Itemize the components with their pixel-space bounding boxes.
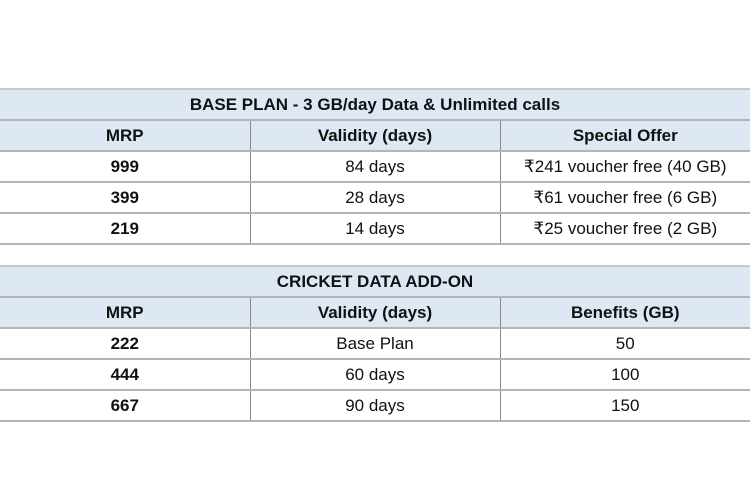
offer-cell: ₹61 voucher free (6 GB) <box>500 182 750 213</box>
table-row <box>0 359 750 390</box>
mrp-cell: 999 <box>0 151 250 182</box>
table-row <box>0 182 750 213</box>
table-row <box>0 328 750 359</box>
column-header: MRP <box>0 297 250 328</box>
offer-cell: ₹25 voucher free (2 GB) <box>500 213 750 244</box>
column-header: MRP <box>0 120 250 151</box>
offer-cell: ₹241 voucher free (40 GB) <box>500 151 750 182</box>
mrp-cell: 667 <box>0 390 250 421</box>
header-row <box>0 297 750 328</box>
benefits-cell: 150 <box>500 390 750 421</box>
header-row <box>0 120 750 151</box>
validity-cell: Base Plan <box>250 328 500 359</box>
table-row <box>0 213 750 244</box>
table-row <box>0 390 750 421</box>
mrp-cell: 444 <box>0 359 250 390</box>
validity-cell: 28 days <box>250 182 500 213</box>
base-plan-table <box>0 88 750 245</box>
column-header: Validity (days) <box>250 120 500 151</box>
validity-cell: 60 days <box>250 359 500 390</box>
column-header: Validity (days) <box>250 297 500 328</box>
column-header: Special Offer <box>500 120 750 151</box>
table-row <box>0 151 750 182</box>
column-header: Benefits (GB) <box>500 297 750 328</box>
cricket-addon-table <box>0 265 750 422</box>
table-title: CRICKET DATA ADD-ON <box>0 266 750 297</box>
mrp-cell: 222 <box>0 328 250 359</box>
benefits-cell: 100 <box>500 359 750 390</box>
mrp-cell: 399 <box>0 182 250 213</box>
mrp-cell: 219 <box>0 213 250 244</box>
benefits-cell: 50 <box>500 328 750 359</box>
validity-cell: 84 days <box>250 151 500 182</box>
validity-cell: 14 days <box>250 213 500 244</box>
validity-cell: 90 days <box>250 390 500 421</box>
table-title: BASE PLAN - 3 GB/day Data & Unlimited calls <box>0 89 750 120</box>
